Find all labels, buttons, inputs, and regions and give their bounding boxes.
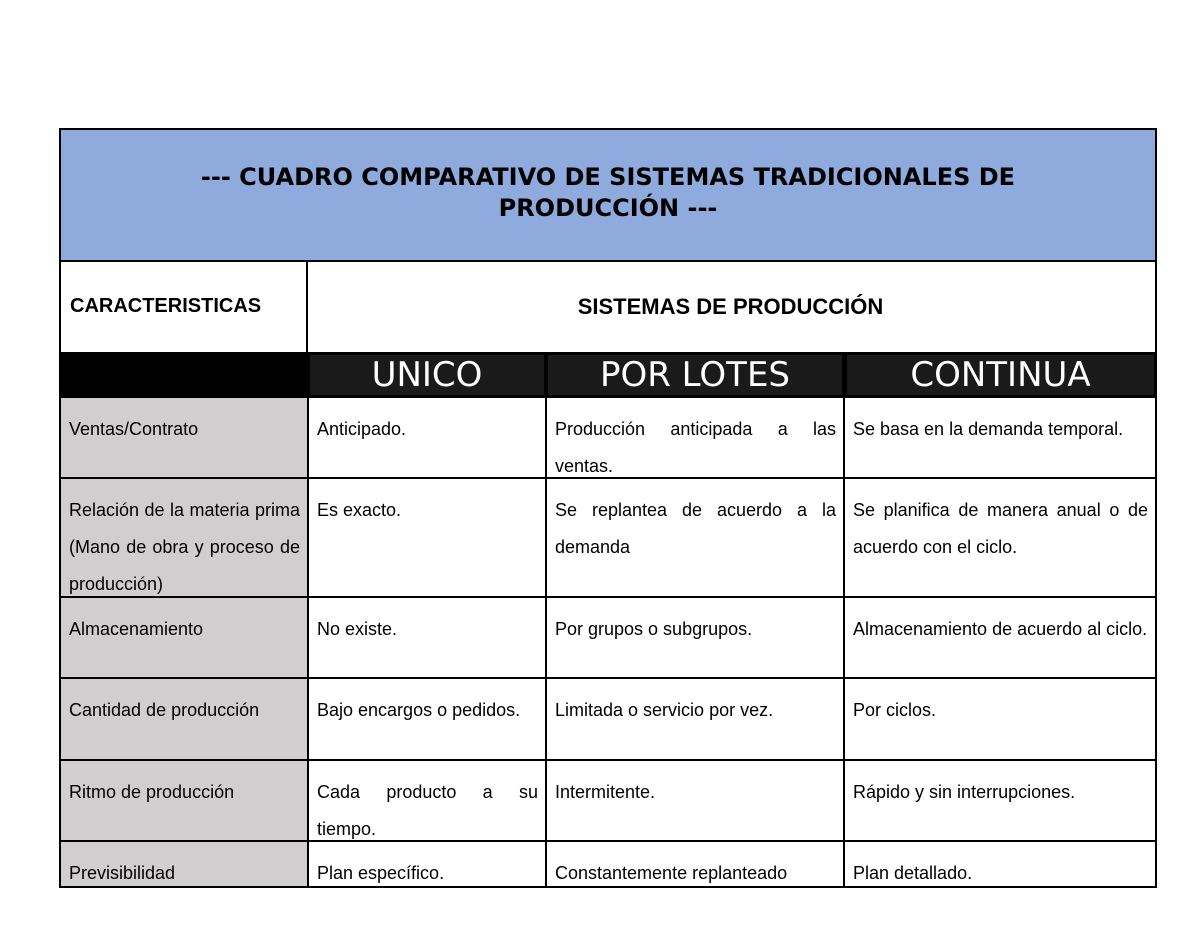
table-row	[61, 598, 1155, 679]
column-header-lotes: POR LOTES	[548, 355, 842, 395]
row-label: Ventas/Contrato	[61, 398, 309, 477]
cell-unico: Cada producto a su tiempo.	[309, 761, 547, 840]
cell-lotes: Se replantea de acuerdo a la demanda	[547, 479, 845, 596]
cell-lotes: Limitada o servicio por vez.	[547, 679, 845, 759]
sistemas-header: SISTEMAS DE PRODUCCIÓN	[306, 260, 1157, 353]
cell-continua: Por ciclos.	[853, 700, 937, 720]
comparison-table	[59, 398, 1157, 888]
table-row	[61, 842, 1155, 888]
column-header-row	[59, 352, 1157, 398]
column-header-empty	[62, 355, 306, 395]
row-label: Ritmo de producción	[61, 761, 309, 840]
cell-continua: Plan detallado.	[853, 863, 973, 883]
table-header-row	[59, 260, 1157, 353]
row-label: Previsibilidad	[61, 842, 309, 888]
table-row	[61, 398, 1155, 479]
page-title: --- CUADRO COMPARATIVO DE SISTEMAS TRADICIONALES DE PRODUCCIÓN ---	[200, 163, 1016, 222]
cell-lotes: Producción anticipada a las ventas.	[547, 398, 845, 477]
table-row	[61, 761, 1155, 842]
row-label: Relación de la materia prima (Mano de obra y proceso de producción)	[61, 479, 309, 596]
cell-lotes: Constantemente replanteado	[547, 842, 845, 888]
cell-unico: No existe.	[309, 598, 547, 677]
table-row	[61, 479, 1155, 598]
column-header-unico: UNICO	[310, 355, 544, 395]
cell-unico: Anticipado.	[309, 398, 547, 477]
cell-lotes: Por grupos o subgrupos.	[547, 598, 845, 677]
cell-continua: Rápido y sin interrupciones.	[853, 782, 1076, 802]
table-row	[61, 679, 1155, 761]
cell-continua: Se basa en la demanda temporal.	[853, 419, 1124, 439]
cell-continua: Se planifica de manera anual o de acuerdo con el ciclo.	[853, 500, 1148, 557]
row-label: Cantidad de producción	[61, 679, 309, 759]
cell-unico: Es exacto.	[309, 479, 547, 596]
table-title-banner	[59, 128, 1157, 262]
cell-unico: Plan específico.	[309, 842, 547, 888]
cell-unico: Bajo encargos o pedidos.	[309, 679, 547, 759]
cell-continua: Almacenamiento de acuerdo al ciclo.	[853, 619, 1148, 639]
row-label: Almacenamiento	[61, 598, 309, 677]
column-header-continua: CONTINUA	[847, 355, 1154, 395]
cell-lotes: Intermitente.	[547, 761, 845, 840]
caracteristicas-header: CARACTERISTICAS	[59, 260, 308, 353]
